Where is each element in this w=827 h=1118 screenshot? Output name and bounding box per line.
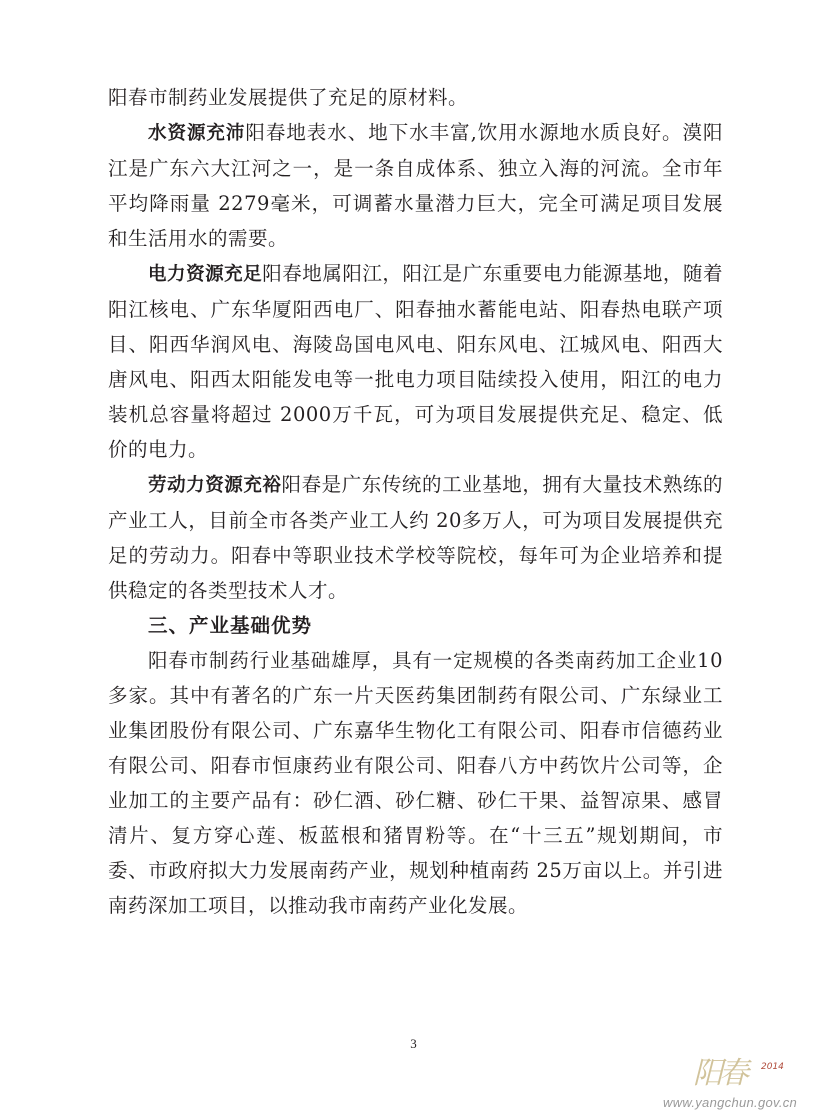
- paragraph-body-labor: 阳春是广东传统的工业基地，拥有大量技术熟练的产业工人，目前全市各类产业工人约 20多万人，可为项目发展提供充足的劳动力。阳春中等职业技术学校等院校，每年可为企业培养和提供稳定的各类型技术人才。: [108, 473, 723, 602]
- paragraph-industry-base: 阳春市制药行业基础雄厚，具有一定规模的各类南药加工企业10多家。其中有著名的广东一片天医药集团制药有限公司、广东绿业工业集团股份有限公司、广东嘉华生物化工有限公司、阳春市信德药业有限公司、阳春市恒康药业有限公司、阳春八方中药饮片公司等，企业加工的主要产品有：砂仁酒、砂仁糖、砂仁干果、益智凉果、感冒清片、复方穿心莲、板蓝根和猪胃粉等。在“十三五”规划期间，市委、市政府拟大力发展南药产业，规划种植南药 25万亩以上。并引进南药深加工项目，以推动我市南药产业化发展。: [108, 649, 723, 917]
- page-content: [108, 80, 723, 923]
- paragraph-power-resources: [108, 256, 723, 467]
- paragraph-continued: 阳春市制药业发展提供了充足的原材料。: [108, 86, 469, 109]
- paragraph-body-power: 阳春地属阳江，阳江是广东重要电力能源基地，随着阳江核电、广东华厦阳西电厂、阳春抽水蓄能电站、阳春热电联产项目、阳西华润风电、海陵岛国电风电、阳东风电、江城风电、阳西大唐风电、阳西太阳能发电等一批电力项目陆续投入使用，阳江的电力装机总容量将超过 2000万千瓦，可为项目发展提供充足、稳定、低价的电力。: [108, 262, 723, 461]
- section-heading-industry-base: 三、产业基础优势: [148, 614, 313, 637]
- paragraph-lead-water: 水资源充沛: [148, 123, 246, 144]
- paragraph-lead-labor: 劳动力资源充裕: [148, 475, 282, 496]
- page-number: 3: [410, 1036, 417, 1051]
- watermark-year: 2014: [761, 1062, 784, 1072]
- paragraph-water-resources: [108, 115, 723, 256]
- paragraph-body-water: 阳春地表水、地下水丰富,饮用水源地水质良好。漠阳江是广东六大江河之一，是一条自成体系、独立入海的河流。全市年平均降雨量 2279毫米，可调蓄水量潜力巨大，完全可满足项目发展和生活用水的需要。: [108, 121, 723, 250]
- paragraph-lead-power: 电力资源充足: [148, 264, 263, 285]
- site-watermark: [663, 1048, 813, 1112]
- paragraph-labor-resources: [108, 467, 723, 608]
- watermark-url: www.yangchun.gov.cn: [663, 1095, 798, 1110]
- watermark-calligraphy: 阳春: [693, 1056, 745, 1091]
